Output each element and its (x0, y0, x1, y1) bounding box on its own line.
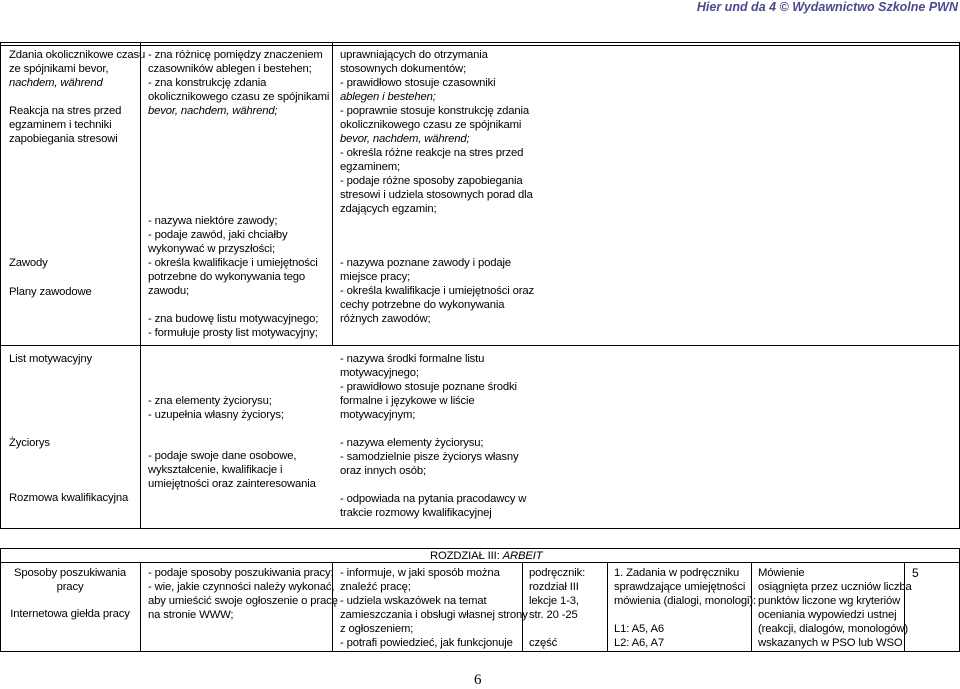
skill-extended-text: motywacyjnym; (340, 409, 416, 421)
bottom-topic-text: pracy (56, 581, 84, 593)
task-text: L1: A5, A6 (614, 623, 665, 635)
assessment-text: wskazanych w PSO lub WSO (758, 637, 903, 649)
skill-text: bevor, nachdem, während; (148, 105, 278, 117)
skill-extended-text: różnych zawodów; (340, 313, 431, 325)
skill-text: okolicznikowego czasu ze spójnikami (148, 91, 330, 103)
skill-extended-text: bevor, nachdem, während; (340, 133, 470, 145)
skill-extended-text: - nazywa środki formalne listu (340, 353, 485, 365)
source-text: lekcje 1-3, (529, 595, 579, 607)
page-number: 6 (474, 672, 482, 688)
skill-extended-text: uprawniających do otrzymania (340, 49, 488, 61)
skill-extended-text: stresowi i udziela stosownych porad dla (340, 189, 533, 201)
bottom-skill-extended-text: z ogłoszeniem; (340, 623, 414, 635)
skill-text: wykonywać w przyszłości; (148, 243, 275, 255)
task-text: sprawdzające umiejętności (614, 581, 746, 593)
skill-text: - zna różnicę pomiędzy znaczeniem (148, 49, 323, 61)
skill-extended-text: cechy potrzebne do wykonywania (340, 299, 505, 311)
skill-extended-text: egzaminem; (340, 161, 401, 173)
skill-text: - nazywa niektóre zawody; (148, 215, 278, 227)
bottom-topic-text: Internetowa giełda pracy (10, 608, 130, 620)
skill-extended-text: - nazywa elementy życiorysu; (340, 437, 484, 449)
bottom-skill-extended-text: - potrafi powiedzieć, jak funkcjonuje (340, 637, 513, 649)
skill-text: - zna elementy życiorysu; (148, 395, 272, 407)
bottom-table-divider-4 (607, 562, 608, 652)
source-text: rozdział III (529, 581, 579, 593)
topic-text: Plany zawodowe (9, 286, 92, 298)
assessment-text: oceniania wypowiedzi ustnej (758, 609, 897, 621)
bottom-skill-extended-text: zamieszczania i obsługi własnej strony (340, 609, 528, 621)
task-text: 1. Zadania w podręczniku (614, 567, 740, 579)
skill-extended-text: - odpowiada na pytania pracodawcy w (340, 493, 527, 505)
assessment-text: (reakcji, dialogów, monologów) (758, 623, 908, 635)
source-text: podręcznik: (529, 567, 586, 579)
skill-text: - zna konstrukcję zdania (148, 77, 267, 89)
source-text: część (529, 637, 558, 649)
skill-text: wykształcenie, kwalifikacje i (148, 464, 283, 476)
skill-extended-text: zdających egzamin; (340, 203, 437, 215)
top-table-left-border (0, 42, 1, 529)
skill-extended-text: - nazywa poznane zawody i podaje (340, 257, 512, 269)
skill-extended-text: miejsce pracy; (340, 271, 411, 283)
bottom-skill-text: aby umieścić swoje ogłoszenie o pracę (148, 595, 338, 607)
skill-extended-text: oraz innych osób; (340, 465, 426, 477)
topic-text: Reakcja na stres przed (9, 105, 122, 117)
bottom-table-divider-6 (904, 562, 905, 652)
skill-extended-text: motywacyjnego; (340, 367, 419, 379)
skill-extended-text: - prawidłowo stosuje poznane środki (340, 381, 517, 393)
bottom-table-left-border (0, 548, 1, 652)
skill-text: czasowników ablegen i bestehen; (148, 63, 312, 75)
skill-extended-text: okolicznikowego czasu ze spójnikami (340, 119, 522, 131)
topic-text: Życiorys (9, 437, 50, 449)
skill-extended-text: - określa różne reakcje na stres przed (340, 147, 524, 159)
assessment-text: punktów liczone wg kryteriów (758, 595, 901, 607)
skill-extended-text: - samodzielnie pisze życiorys własny (340, 451, 519, 463)
task-text: mówienia (dialogi, monologi): (614, 595, 756, 607)
bottom-skill-extended-text: - informuje, w jaki sposób można (340, 567, 500, 579)
bottom-topic-text: Sposoby poszukiwania (14, 567, 126, 579)
skill-extended-text: - prawidłowo stosuje czasowniki (340, 77, 496, 89)
skill-text: umiejętności oraz zainteresowania (148, 478, 316, 490)
top-table-mid-border (0, 345, 960, 346)
skill-text: potrzebne do wykonywania tego (148, 271, 306, 283)
bottom-skill-text: na stronie WWW; (148, 609, 234, 621)
top-table-top-border (0, 42, 960, 43)
bottom-skill-text: - podaje sposoby poszukiwania pracy; (148, 567, 334, 579)
skill-extended-text: ablegen i bestehen; (340, 91, 436, 103)
bottom-skill-extended-text: znaleźć pracę; (340, 581, 411, 593)
chapter-title: ROZDZIAŁ III: ARBEIT (430, 550, 543, 562)
bottom-table-bottom-border (0, 651, 960, 652)
skill-text: - uzupełnia własny życiorys; (148, 409, 284, 421)
bottom-skill-text: - wie, jakie czynności należy wykonać, (148, 581, 335, 593)
skill-extended-text: - podaje różne sposoby zapobiegania (340, 175, 523, 187)
page-header (0, 0, 960, 14)
topic-text: nachdem, während (9, 77, 103, 89)
top-table-divider-1 (140, 42, 141, 529)
topic-text: zapobiegania stresowi (9, 133, 118, 145)
skill-text: - zna budowę listu motywacyjnego; (148, 313, 319, 325)
skill-extended-text: stosownych dokumentów; (340, 63, 467, 75)
topic-text: ze spójnikami bevor, (9, 63, 109, 75)
topic-text: egzaminem i techniki (9, 119, 112, 131)
skill-text: - formułuje prosty list motywacyjny; (148, 327, 318, 339)
top-table-divider-2 (332, 42, 333, 345)
assessment-text: osiągnięta przez uczniów liczba (758, 581, 912, 593)
top-table-second-border (0, 45, 960, 46)
skill-extended-text: trakcie rozmowy kwalifikacyjnej (340, 507, 492, 519)
skill-text: zawodu; (148, 285, 190, 297)
bottom-table-divider-1 (140, 562, 141, 652)
bottom-table-divider-3 (522, 562, 523, 652)
skill-extended-text: formalne i językowe w liście (340, 395, 475, 407)
source-text: str. 20 -25 (529, 609, 578, 621)
topic-text: List motywacyjny (9, 353, 92, 365)
skill-extended-text: - określa kwalifikacje i umiejętności oraz (340, 285, 534, 297)
topic-text: Zdania okolicznikowe czasu (9, 49, 146, 61)
bottom-skill-extended-text: - udziela wskazówek na temat (340, 595, 487, 607)
topic-text: Zawody (9, 257, 48, 269)
hours-text: 5 (912, 566, 919, 580)
header-text: Hier und da 4 © Wydawnictwo Szkolne PWN (696, 0, 958, 14)
skill-text: - podaje zawód, jaki chciałby (148, 229, 288, 241)
skill-text: - określa kwalifikacje i umiejętności (148, 257, 318, 269)
task-text: L2: A6, A7 (614, 637, 665, 649)
skill-extended-text: - poprawnie stosuje konstrukcję zdania (340, 105, 529, 117)
assessment-text: Mówienie (758, 567, 805, 579)
top-table-bottom-border (0, 528, 960, 529)
skill-text: - podaje swoje dane osobowe, (148, 450, 297, 462)
topic-text: Rozmowa kwalifikacyjna (9, 492, 129, 504)
